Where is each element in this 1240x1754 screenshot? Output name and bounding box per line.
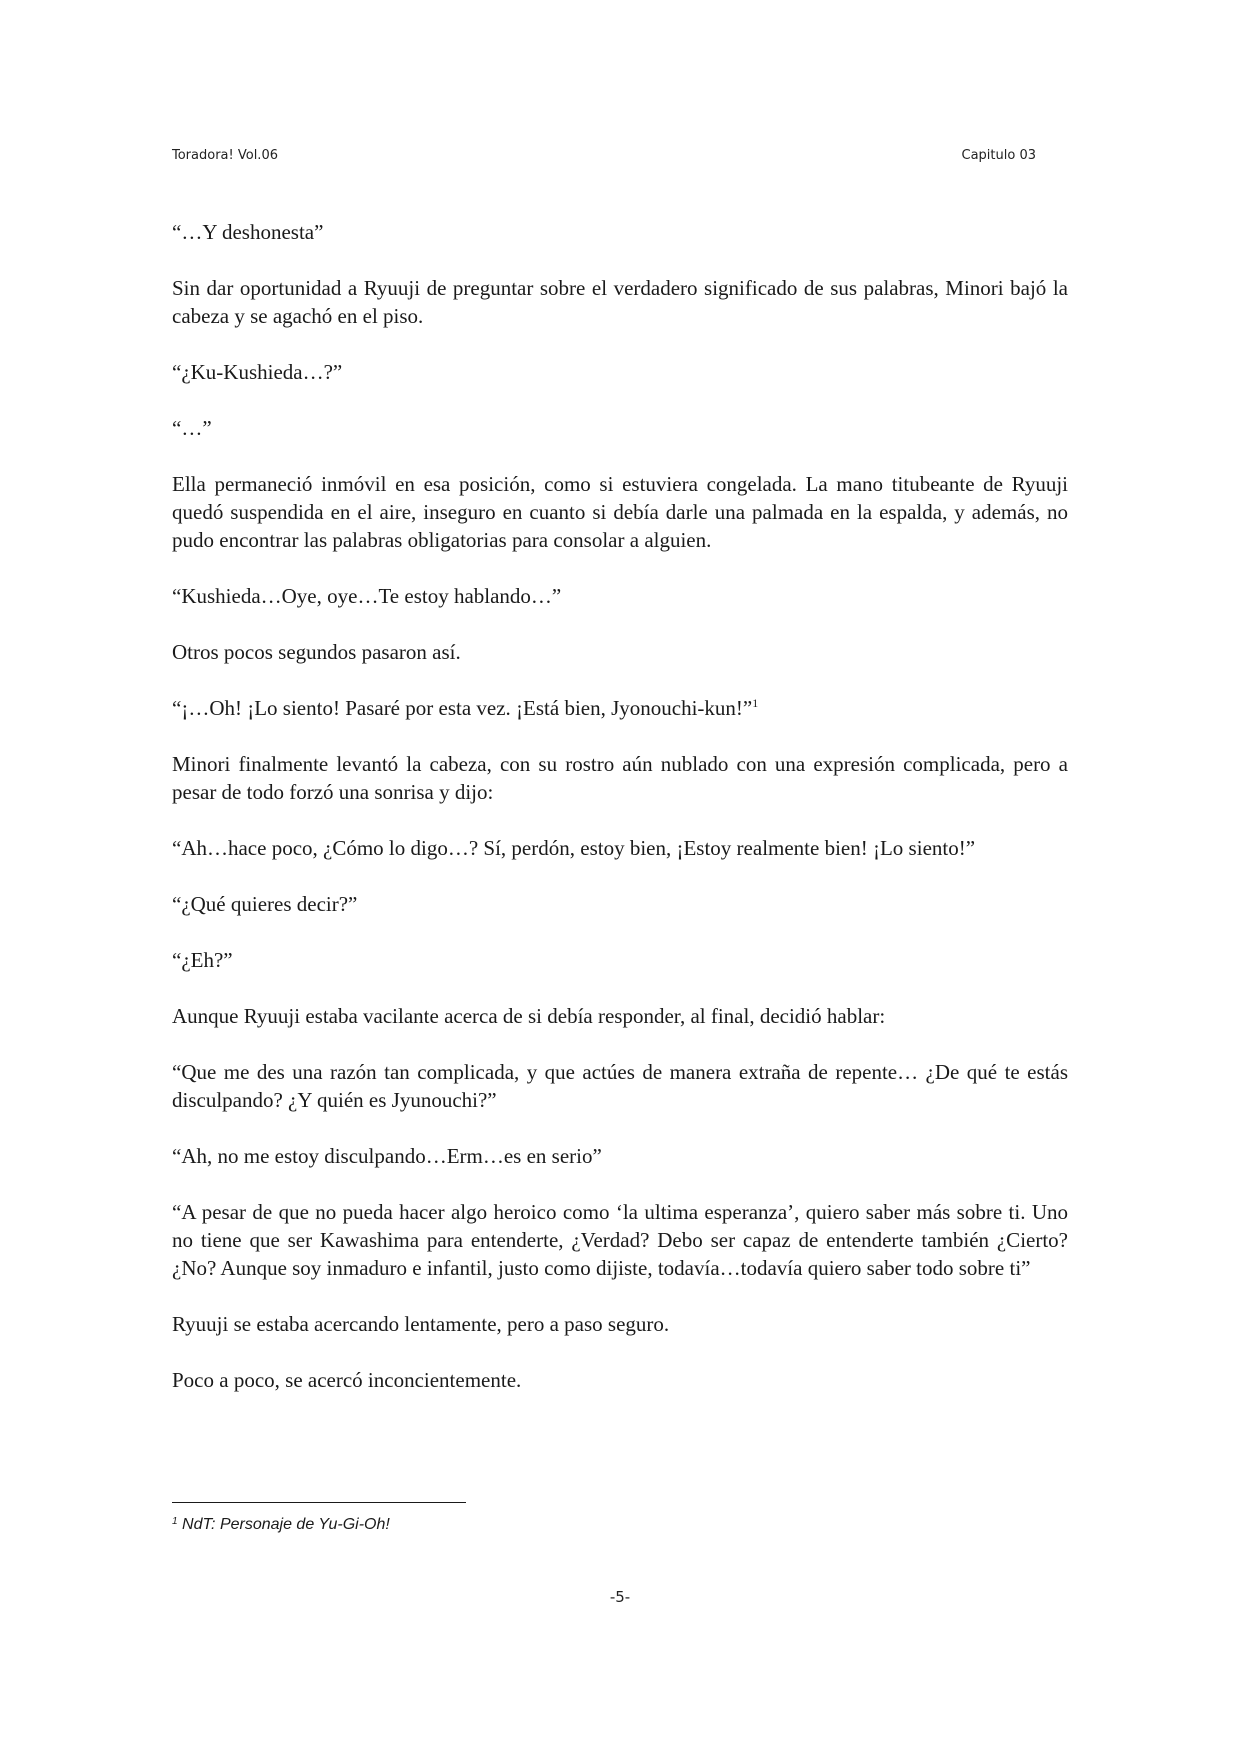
paragraph: “Que me des una razón tan complicada, y que actúes de manera extraña de repente… ¿De qué te estás disculpando? ¿Y quién es Jyunouchi?”: [172, 1060, 1068, 1112]
paragraph: Sin dar oportunidad a Ryuuji de preguntar sobre el verdadero significado de sus palabras, Minori bajó la cabeza y se agachó en el piso.: [172, 276, 1068, 328]
page-header: [172, 148, 1036, 168]
footnote-text: NdT: Personaje de Yu-Gi-Oh!: [177, 1516, 390, 1533]
paragraph: Minori finalmente levantó la cabeza, con su rostro aún nublado con una expresión complicada, pero a pesar de todo forzó una sonrisa y dijo:: [172, 752, 1068, 804]
paragraph: “…”: [172, 416, 212, 440]
paragraph: “A pesar de que no pueda hacer algo heroico como ‘la ultima esperanza’, quiero saber más sobre ti. Uno no tiene que ser Kawashima para entenderte, ¿Verdad? Debo ser capaz de entenderte también ¿Cierto? ¿No? Aunque soy inmaduro e infantil, justo como dijiste, todavía…todavía quiero saber todo sobre ti”: [172, 1200, 1068, 1280]
paragraph: “Ah, no me estoy disculpando…Erm…es en serio”: [172, 1144, 602, 1168]
paragraph: “¿Qué quieres decir?”: [172, 892, 358, 916]
footnote-marker: 1: [172, 1516, 178, 1527]
footnote-divider: [172, 1502, 466, 1503]
paragraph: Ryuuji se estaba acercando lentamente, pero a paso seguro.: [172, 1312, 670, 1336]
header-book-title: Toradora! Vol.06: [172, 148, 278, 163]
page-number: -5-: [609, 1588, 631, 1606]
paragraph: “…Y deshonesta”: [172, 220, 324, 244]
header-chapter: Capitulo 03: [961, 148, 1036, 163]
paragraph-with-footnote: [172, 694, 1068, 722]
paragraph: “¿Ku-Kushieda…?”: [172, 360, 343, 384]
footnote-reference[interactable]: 1: [752, 696, 759, 710]
body-text: [172, 218, 1068, 1422]
paragraph-text: “¡…Oh! ¡Lo siento! Pasaré por esta vez. ¡Está bien, Jyonouchi-kun!”: [172, 696, 753, 720]
footnote: [172, 1516, 872, 1534]
paragraph: Poco a poco, se acercó inconcientemente.: [172, 1368, 522, 1392]
paragraph: “Kushieda…Oye, oye…Te estoy hablando…”: [172, 584, 562, 608]
paragraph: Aunque Ryuuji estaba vacilante acerca de si debía responder, al final, decidió hablar:: [172, 1004, 886, 1028]
paragraph: “Ah…hace poco, ¿Cómo lo digo…? Sí, perdón, estoy bien, ¡Estoy realmente bien! ¡Lo siento!”: [172, 836, 976, 860]
paragraph: Ella permaneció inmóvil en esa posición, como si estuviera congelada. La mano titubeante de Ryuuji quedó suspendida en el aire, inseguro en cuanto si debía darle una palmada en la espalda, y además, no pudo encontrar las palabras obligatorias para consolar a alguien.: [172, 472, 1068, 552]
paragraph: Otros pocos segundos pasaron así.: [172, 640, 461, 664]
paragraph: “¿Eh?”: [172, 948, 233, 972]
